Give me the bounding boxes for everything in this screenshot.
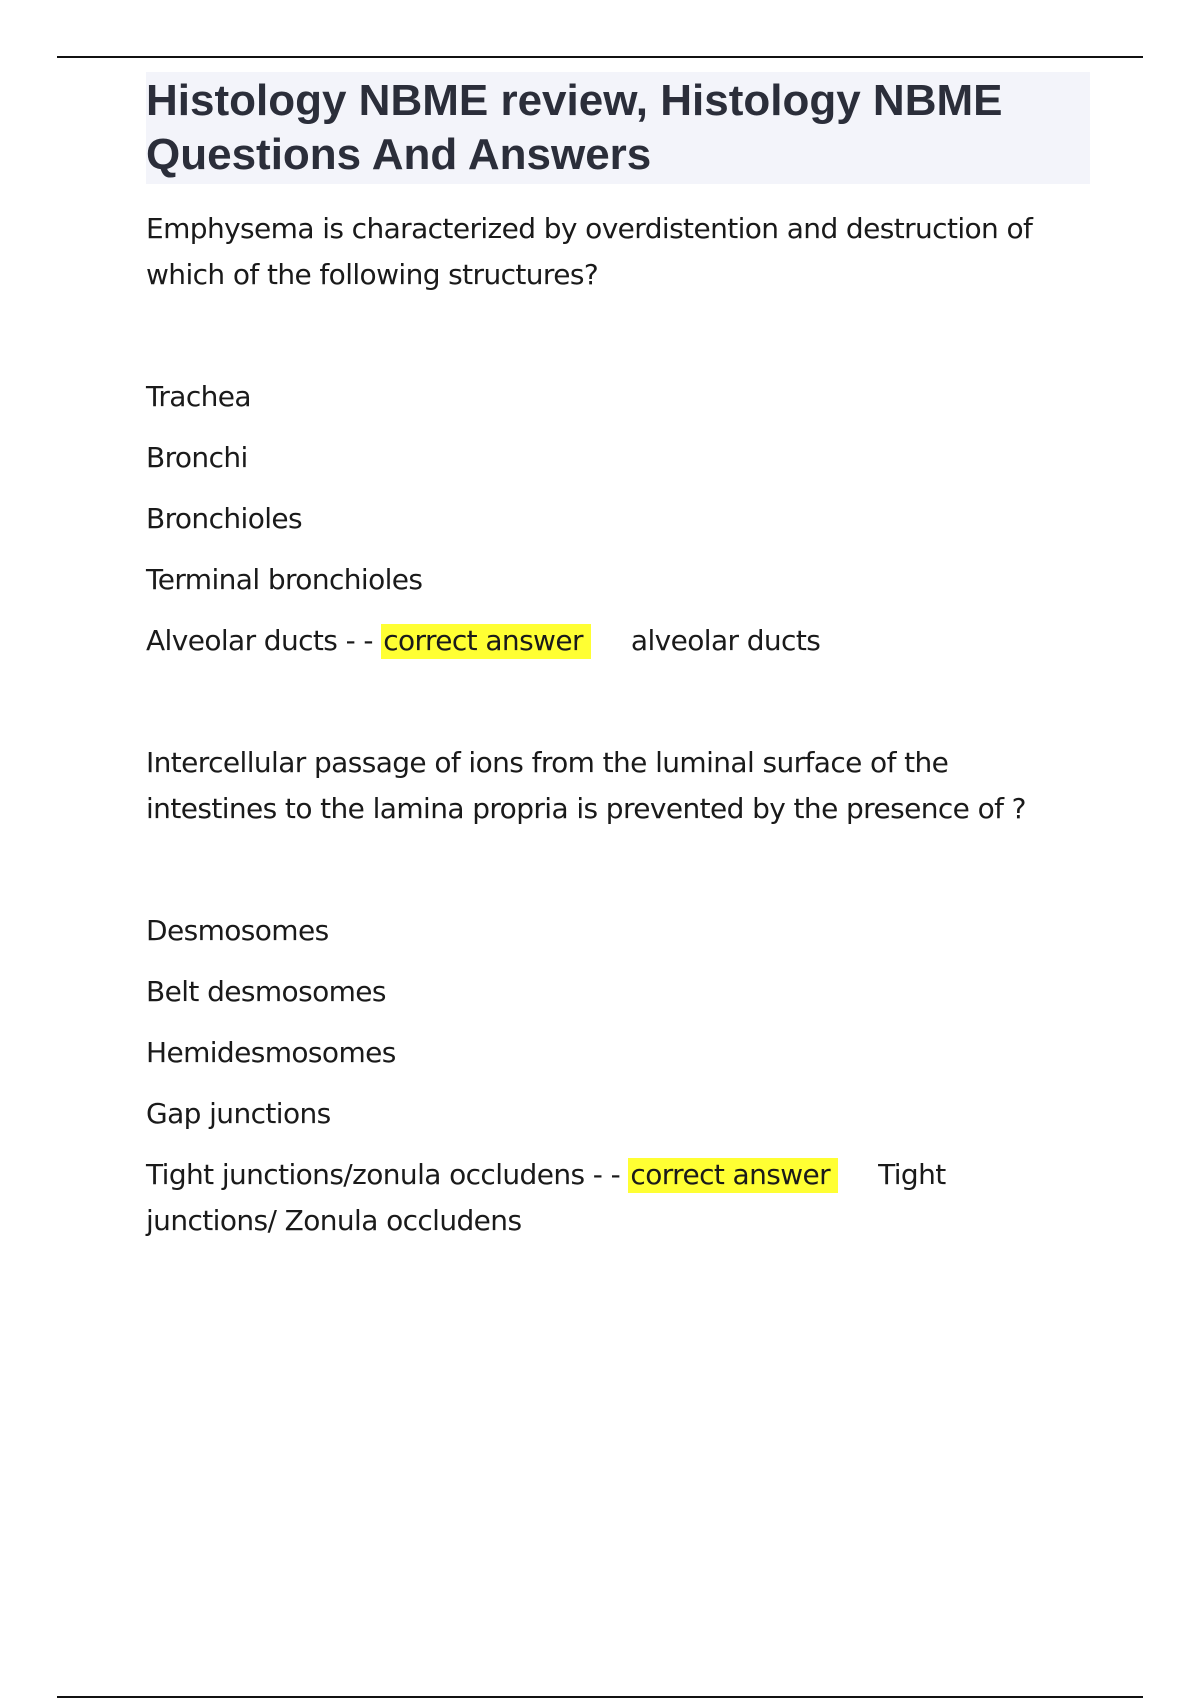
answer-option: Alveolar ducts: [146, 624, 338, 657]
correct-answer-highlight: correct answer: [381, 624, 591, 659]
header-rule: [57, 56, 1143, 58]
answer-option: Tight junctions/zonula occludens: [146, 1158, 585, 1191]
option-item: Terminal bronchioles: [146, 563, 423, 596]
answer-separator: - -: [337, 624, 382, 657]
page-title: Histology NBME review, Histology NBME Questions And Answers: [146, 76, 1003, 179]
option-item: Bronchioles: [146, 502, 303, 535]
answer-row: [146, 1152, 1076, 1244]
answer-explanation: alveolar ducts: [630, 624, 821, 657]
question-1-options: [146, 374, 1090, 664]
answer-explanation: Tight junctions/ Zonula occludens: [146, 1158, 946, 1237]
option-item: Bronchi: [146, 441, 248, 474]
footer-rule: [57, 1696, 1143, 1698]
option-item: Trachea: [146, 380, 251, 413]
title-block: [146, 72, 1090, 184]
answer-row: [146, 618, 1076, 664]
question-2-options: [146, 908, 1090, 1244]
answer-separator: - -: [584, 1158, 629, 1191]
option-item: Hemidesmosomes: [146, 1036, 396, 1069]
correct-answer-highlight: correct answer: [628, 1158, 838, 1193]
option-item: Gap junctions: [146, 1097, 331, 1130]
question-block-1: [146, 206, 1090, 664]
question-2-prompt: Intercellular passage of ions from the luminal surface of the intestines to the lamina propria is prevented by the presence of ?: [146, 746, 1026, 825]
document-body: [146, 72, 1090, 1259]
option-item: Desmosomes: [146, 914, 329, 947]
option-item: Belt desmosomes: [146, 975, 386, 1008]
question-1-prompt: Emphysema is characterized by overdistention and destruction of which of the following structures?: [146, 212, 1033, 291]
question-block-2: [146, 740, 1090, 1244]
